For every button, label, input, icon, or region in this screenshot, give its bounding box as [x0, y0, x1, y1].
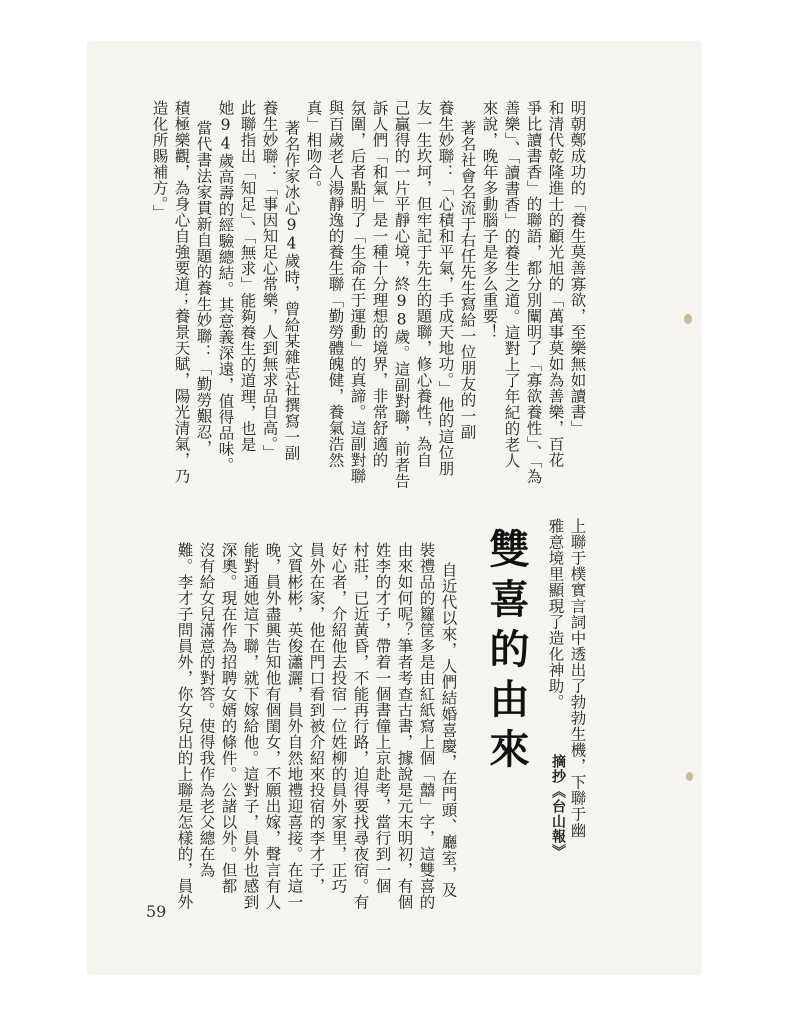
text-column: 裝禮品的籮筐多是由紅紙寫上個「囍」字，這雙喜的 — [417, 542, 436, 910]
text-column: 當代書法家貫新自題的養生妙聯：「勤勞艱忍， — [194, 120, 213, 456]
text-column: 此聯指出「知足」、「無求」能夠養生的道理，也是 — [238, 100, 257, 453]
text-column: 村莊，已近黃昏，不能再行路，迫得要找尋夜宿。有 — [351, 542, 370, 910]
text-column: 爭比讀書香」的聯語，都分別闡明了「寡欲養性」、「為 — [524, 100, 543, 485]
text-column: 養生妙聯：「心積和平氣，手成天地功。」他的這位朋 — [436, 100, 455, 477]
text-column: 由來如何呢？筆者考查古書，據說是元末明初，有個 — [395, 542, 414, 910]
text-column: 造化所賜補方。」 — [150, 100, 169, 221]
text-column: 與百歲老人湯靜逸的養生聯「勤勞體魄健，養氣浩然 — [326, 100, 345, 468]
text-column: 她94歲高壽的經驗總結。其意義深遠，值得品味。 — [216, 100, 235, 473]
book-page — [88, 42, 700, 974]
text-column: 己贏得的一片平靜心境，終98歲。這副對聯，前者告 — [392, 100, 411, 489]
text-column: 氛圍，后者點明了「生命在于運動」的真諦。這副對聯 — [348, 100, 367, 484]
article-title: 雙喜的由來 — [483, 528, 530, 778]
paper-stain — [686, 772, 693, 781]
text-column: 自近代以來，人們結婚喜慶，在門頭、廳室，及 — [439, 562, 458, 898]
text-column: 深奧。現在作為招聘女婿的條件。公諸以外。但都 — [219, 542, 238, 894]
paper-stain — [684, 314, 692, 324]
text-column: 好心者，介紹他去投宿一位姓柳的員外家里，正巧 — [329, 542, 348, 894]
text-column: 積極樂觀，為身心自強要道；養景天賦，陽光清氣，乃 — [172, 100, 191, 484]
text-column: 真」相吻合。 — [304, 100, 323, 196]
text-column: 姓李的才子，帶着一個書僮上京赴考，當行到一個 — [373, 542, 392, 894]
text-column: 雅意境里顯現了造化神助。 — [546, 518, 565, 710]
text-column: 上聯于樸實言詞中透出了勃勃生機，下聯于幽 — [568, 518, 587, 838]
text-column: 晚，員外盡興告知他有個閨女，不願出嫁，聲言有人 — [263, 542, 282, 910]
text-column: 友一生坎坷，但牢記于先生的題聯，修心養性，為自 — [414, 100, 433, 468]
text-column: 著名作家冰心94歲時，曾給某雜志社撰寫一副 — [282, 120, 301, 461]
text-column: 難。李才子問員外，你女兒出的上聯是怎樣的，員外 — [175, 542, 194, 910]
text-column: 和清代乾隆進士的顧光旭的「萬事莫如為善樂，百花 — [546, 100, 565, 468]
text-column: 文質彬彬，英俊瀟灑，員外自然地禮迎喜接。在這一 — [285, 542, 304, 910]
text-column: 善樂」、「讀書香」的養生之道。這對上了年紀的老人 — [502, 100, 521, 469]
text-column: 訴人們「和氣」是一種十分理想的境界，非常舒適的 — [370, 100, 389, 468]
source-attribution: 摘抄《台山報》 — [550, 754, 566, 859]
text-column: 著名社會名流于右任先生寫給一位朋友的一副 — [458, 120, 477, 440]
text-column: 員外在家，他在門口看到被介紹來投宿的李才子， — [307, 542, 326, 894]
text-column: 來說，晚年多動腦子是多么重要！ — [480, 100, 499, 340]
text-column: 明朝鄭成功的「養生莫善寡欲，至樂無如讀書」 — [568, 100, 587, 436]
text-column: 能對通她這下聯，就下嫁給他。這對子，員外也感到 — [241, 542, 260, 910]
page-number: 59 — [146, 902, 167, 921]
text-column: 沒有給女兒滿意的對答。使得我作為老父總在為 — [197, 542, 216, 878]
text-column: 養生妙聯：「事因知足心常樂，人到無求品自高。」 — [260, 100, 279, 461]
